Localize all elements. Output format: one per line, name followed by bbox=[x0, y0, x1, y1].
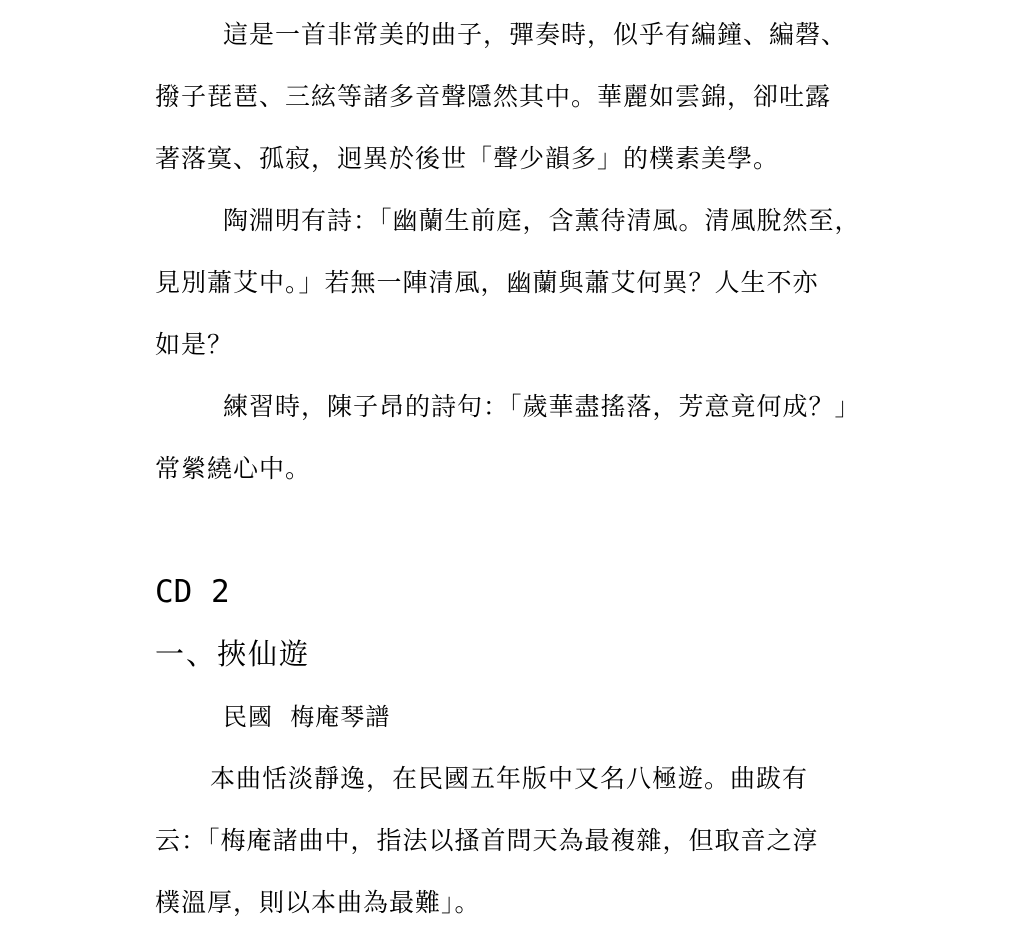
paragraph-line: 練習時，陳子昂的詩句：「歲華盡搖落，芳意竟何成？」 bbox=[223, 392, 861, 421]
paragraph-line: 著落寞、孤寂，迥異於後世「聲少韻多」的樸素美學。 bbox=[155, 144, 780, 173]
cd-heading: CD 2 bbox=[155, 574, 230, 610]
source-line: 民國 梅庵琴譜 bbox=[223, 703, 391, 731]
section-title: 一、挾仙遊 bbox=[155, 637, 311, 671]
paragraph-line: 如是？ bbox=[155, 330, 234, 359]
paragraph-line: 本曲恬淡靜逸，在民國五年版中又名八極遊。曲跋有 bbox=[210, 764, 809, 793]
paragraph-line: 云：「梅庵諸曲中，指法以搔首問天為最複雜，但取音之淳 bbox=[155, 826, 819, 855]
paragraph-line: 樸溫厚，則以本曲為最難」。 bbox=[155, 888, 481, 917]
paragraph-line: 撥子琵琶、三絃等諸多音聲隱然其中。華麗如雲錦，卻吐露 bbox=[155, 82, 832, 111]
paragraph-line: 陶淵明有詩：「幽蘭生前庭，含薰待清風。清風脫然至， bbox=[223, 206, 861, 235]
paragraph-line: 常縈繞心中。 bbox=[155, 454, 312, 483]
paragraph-line: 見別蕭艾中。」若無一陣清風，幽蘭與蕭艾何異？人生不亦 bbox=[155, 268, 819, 297]
paragraph-line: 這是一首非常美的曲子，彈奏時，似乎有編鐘、編磬、 bbox=[223, 20, 848, 49]
